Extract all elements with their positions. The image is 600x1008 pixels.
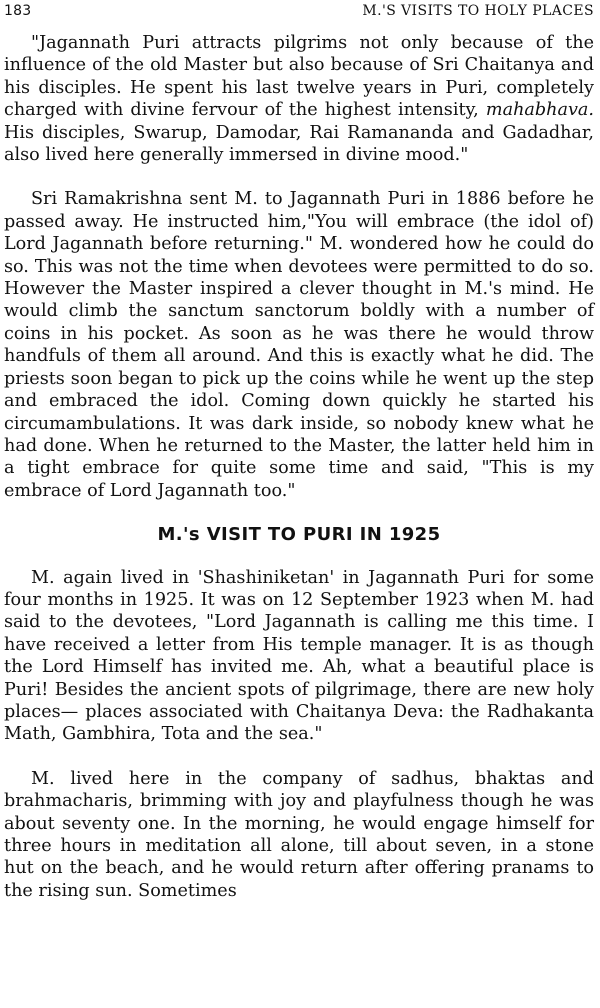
running-header [4,3,594,23]
running-title: M.'S VISITS TO HOLY PLACES [362,3,594,19]
paragraph-text: "Jagannath Puri attracts pilgrims not only because of the influence of the old Master but also because of Sri Chaitanya and his disciples. He spent his last twelve years in Puri, completely charged with divine fervour of the highest intensity, [4,33,594,121]
body-text [4,32,594,902]
paragraph-shashiniketan: M. again lived in 'Shashiniketan' in Jagannath Puri for some four months in 1925. It was on 12 September 1923 when M. had said to the devotees, "Lord Jagannath is calling me this time. I have received a letter from His temple manager. It is as though the Lord Himself has invited me. Ah, what a beautiful place is Puri! Besides the ancient spots of pilgrimage, there are new holy places— places associated with Chaitanya Deva: the Radhakanta Math, Gambhira, Tota and the sea." [4,567,594,745]
page-number: 183 [4,3,32,19]
paragraph-embrace-idol: Sri Ramakrishna sent M. to Jagannath Puri in 1886 before he passed away. He instructed him,"You will embrace (the idol of) Lord Jagannath before returning." M. wondered how he could do so. This was not the time when devotees were permitted to do so. However the Master inspired a clever thought in M.'s mind. He would climb the sanctum sanctorum boldly with a number of coins in his pocket. As soon as he was there he would throw handfuls of them all around. And this is exactly what he did. The priests soon began to pick up the coins while he went up the step and embraced the idol. Coming down quickly he started his circumambulations. It was dark inside, so nobody knew what he had done. When he returned to the Master, the latter held him in a tight embrace for quite some time and said, "This is my embrace of Lord Jagannath too." [4,189,594,501]
paragraph-quote-chaitanya [4,32,594,166]
emphasis-mahabhava: mahabhava. [485,100,594,121]
paragraph-daily-routine: M. lived here in the company of sadhus, bhaktas and brahmacharis, brimming with joy and playfulness though he was about seventy one. In the morning, he would engage himself for three hours in meditation all alone, till about seven, in a stone hut on the beach, and he would return after offering pranams to the rising sun. Sometimes [4,768,594,901]
section-heading: M.'s VISIT TO PURI IN 1925 [157,524,441,546]
paragraph-text: His disciples, Swarup, Damodar, Rai Ramananda and Gadadhar, also lived here generally immersed in divine mood." [4,122,594,166]
